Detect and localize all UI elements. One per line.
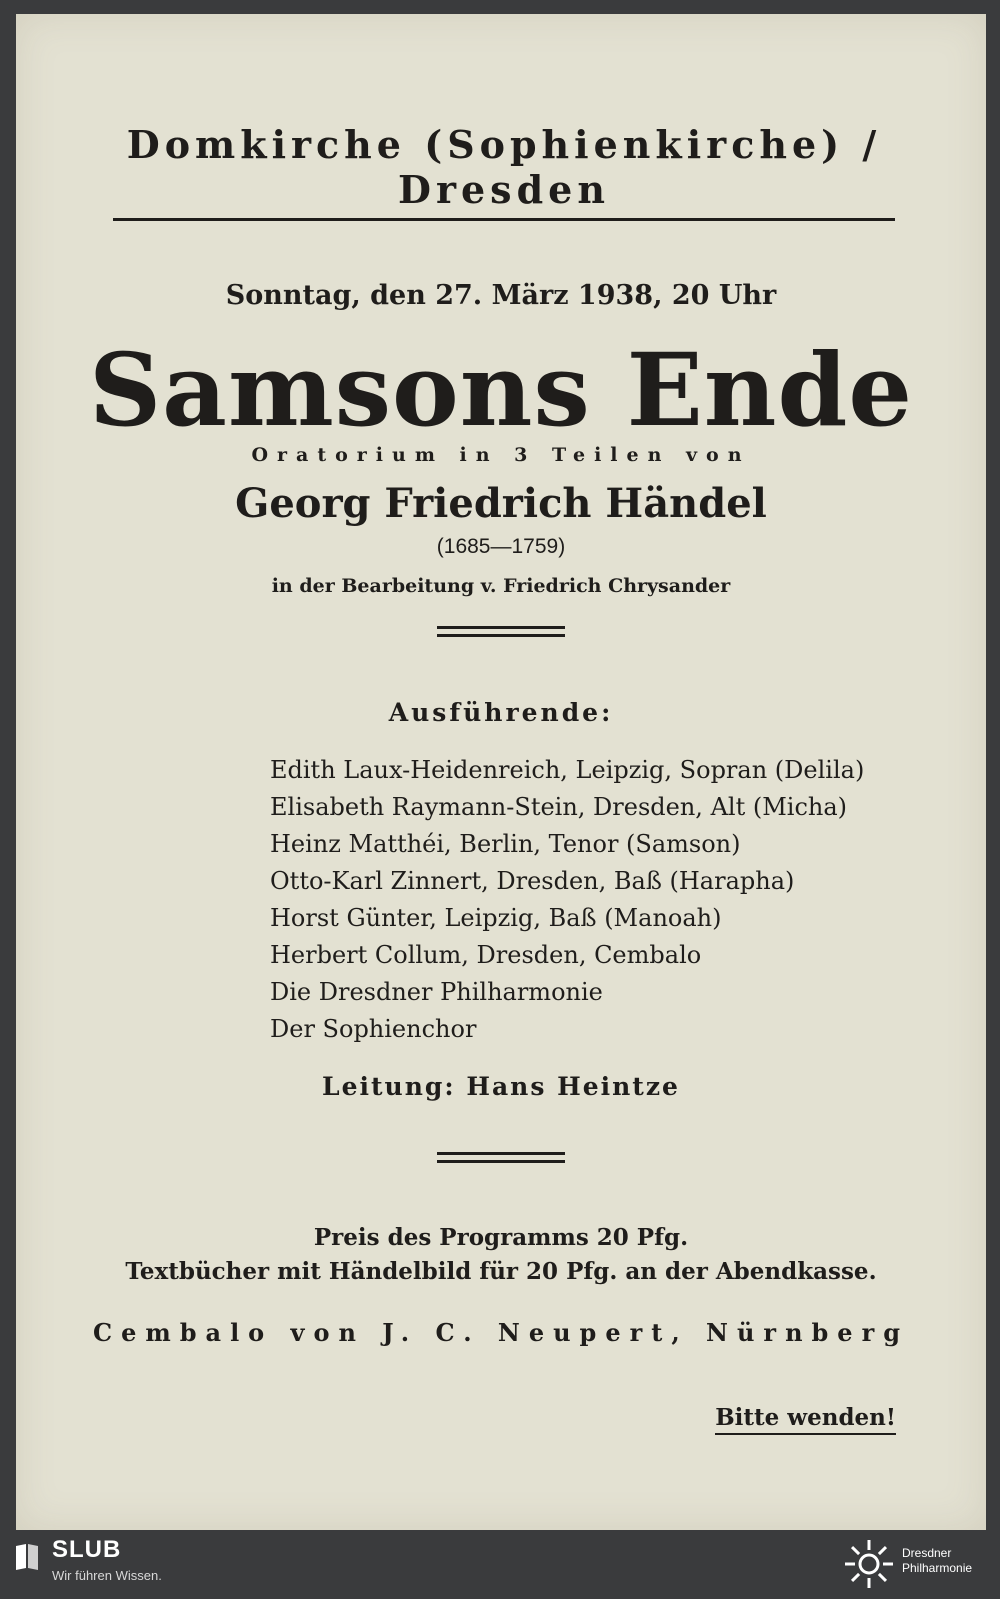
program-sheet [16, 14, 986, 1530]
divider [437, 626, 565, 637]
venue-header: Domkirche (Sophienkirche) / Dresden [113, 122, 895, 221]
cembalo-credit: Cembalo von J. C. Neupert, Nürnberg [92, 1318, 910, 1347]
performer-item: Edith Laux-Heidenreich, Leipzig, Sopran (Delila) [270, 756, 865, 784]
philharmonie-line2: Philharmonie [902, 1561, 973, 1575]
slub-tagline: Wir führen Wissen. [52, 1568, 162, 1583]
concert-date: Sonntag, den 27. März 1938, 20 Uhr [225, 280, 777, 311]
footer-bar [0, 1530, 1000, 1599]
performers-heading: Ausführende: [388, 698, 614, 727]
sunburst-logo-icon[interactable] [843, 1538, 895, 1590]
performer-item: Otto-Karl Zinnert, Dresden, Baß (Harapha) [270, 867, 795, 895]
performer-item: Der Sophienchor [270, 1015, 477, 1043]
please-turn-note: Bitte wenden! [715, 1404, 896, 1435]
performer-item: Horst Günter, Leipzig, Baß (Manoah) [270, 904, 722, 932]
philharmonie-brand[interactable] [902, 1546, 998, 1576]
divider [437, 1152, 565, 1163]
slub-brand[interactable]: SLUB [52, 1536, 122, 1563]
philharmonie-line1: Dresdner [902, 1546, 952, 1560]
performer-item: Elisabeth Raymann-Stein, Dresden, Alt (Micha) [270, 793, 848, 821]
performer-item: Heinz Matthéi, Berlin, Tenor (Samson) [270, 830, 741, 858]
textbook-note: Textbücher mit Händelbild für 20 Pfg. an der Abendkasse. [125, 1258, 877, 1285]
program-price: Preis des Programms 20 Pfg. [313, 1224, 689, 1251]
performers-list [270, 752, 864, 1048]
book-icon [14, 1542, 40, 1572]
conductor-line: Leitung: Hans Heintze [322, 1072, 680, 1101]
composer-name: Georg Friedrich Händel [235, 480, 767, 527]
arrangement-note: in der Bearbeitung v. Friedrich Chrysander [271, 575, 731, 597]
work-title: Samsons Ende [88, 331, 914, 449]
performer-item: Die Dresdner Philharmonie [270, 978, 603, 1006]
composer-years: (1685—1759) [436, 535, 566, 558]
work-subtitle: Oratorium in 3 Teilen von [251, 444, 751, 466]
performer-item: Herbert Collum, Dresden, Cembalo [270, 941, 702, 969]
